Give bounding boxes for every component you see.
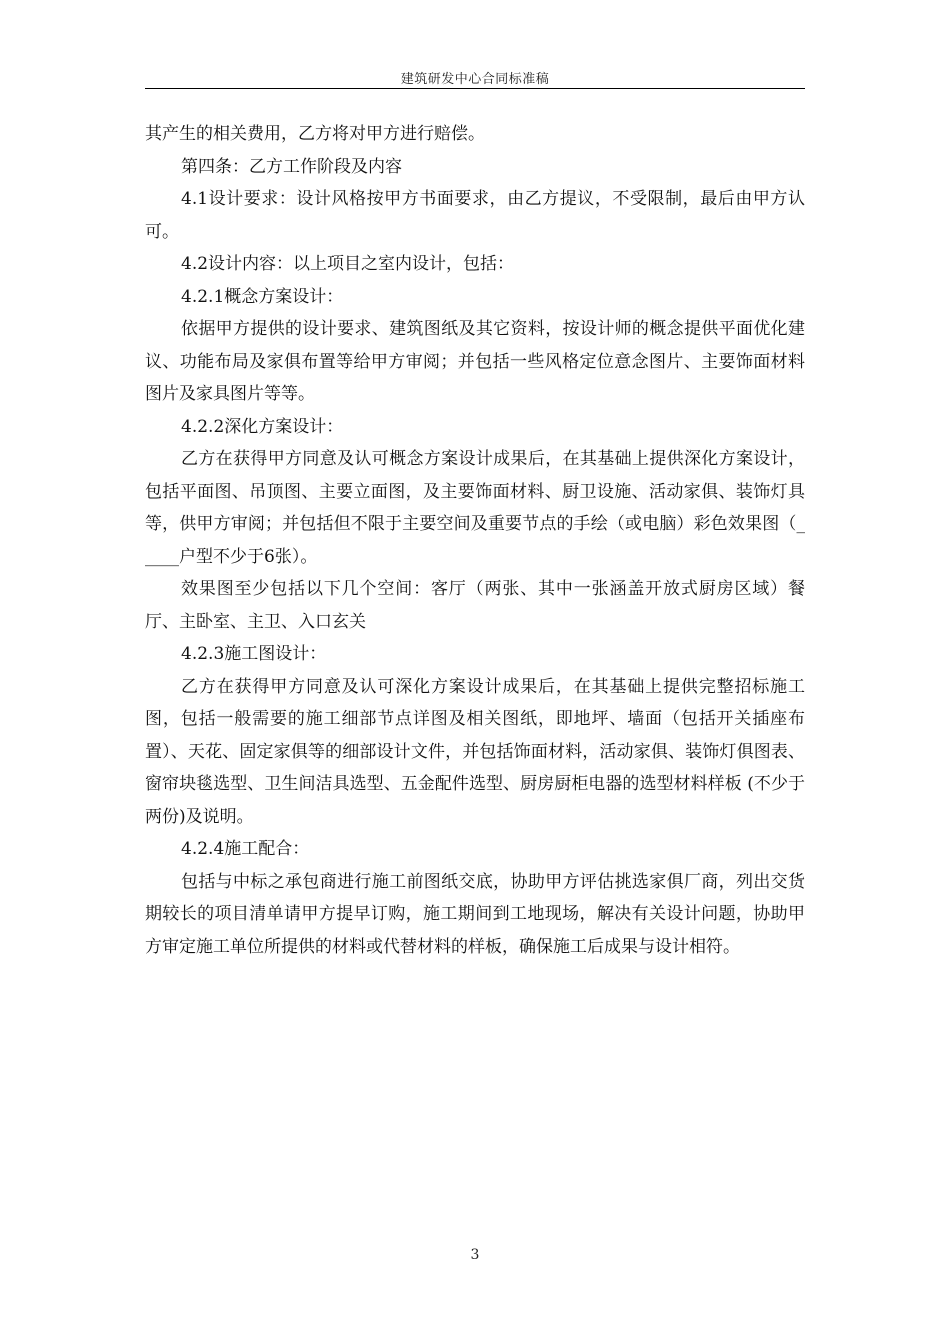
paragraph: 包括与中标之承包商进行施工前图纸交底，协助甲方评估挑选家俱厂商，列出交货期较长的项目清单请甲方提早订购，施工期间到工地现场，解决有关设计问题，协助甲方审定施工单位所提供的材料或代替材料的样板，确保施工后成果与设计相符。 — [145, 871, 805, 957]
paragraph: 乙方在获得甲方同意及认可深化方案设计成果后，在其基础上提供完整招标施工图，包括一般需要的施工细部节点详图及相关图纸，即地坪、墙面（包括开关插座布置）、天花、固定家俱等的细部设计文件，并包括饰面材料，活动家俱、装饰灯俱图表、窗帘块毯选型、卫生间洁具选型、五金配件选型、厨房厨柜电器的选型材料样板 (不少于两份)及说明。 — [145, 676, 805, 827]
subsection-heading: 4.2.3施工图设计： — [181, 644, 327, 664]
running-header: 建筑研发中心合同标准稿 — [400, 72, 550, 87]
subsection-heading: 4.2.2深化方案设计： — [181, 416, 344, 437]
subsection-heading: 4.2.4施工配合： — [181, 839, 310, 859]
subsection-heading: 4.2.1概念方案设计： — [181, 286, 344, 307]
section-heading: 第四条：乙方工作阶段及内容 — [181, 156, 402, 177]
paragraph: 4.1设计要求：设计风格按甲方书面要求，由乙方提议，不受限制，最后由甲方认可。 — [145, 189, 805, 242]
document-body — [145, 118, 805, 963]
paragraph: 4.2设计内容：以上项目之室内设计，包括： — [181, 254, 515, 274]
paragraph: 依据甲方提供的设计要求、建筑图纸及其它资料，按设计师的概念提供平面优化建议、功能布局及家俱布置等给甲方审阅；并包括一些风格定位意念图片、主要饰面材料图片及家具图片等等。 — [145, 319, 805, 404]
paragraph: 其产生的相关费用，乙方将对甲方进行赔偿。 — [145, 124, 485, 144]
paragraph: 乙方在获得甲方同意及认可概念方案设计成果后，在其基础上提供深化方案设计，包括平面图、吊顶图、主要立面图，及主要饰面材料、厨卫设施、活动家俱、装饰灯具等，供甲方审阅；并包括但不限于主要空间及重要节点的手绘（或电脑）彩色效果图（_____户型不少于6张）。 — [145, 449, 805, 567]
header-rule — [145, 88, 805, 89]
paragraph: 效果图至少包括以下几个空间：客厅（两张、其中一张涵盖开放式厨房区域）餐厅、主卧室、主卫、入口玄关 — [145, 579, 805, 632]
page-number: 3 — [470, 1247, 480, 1263]
